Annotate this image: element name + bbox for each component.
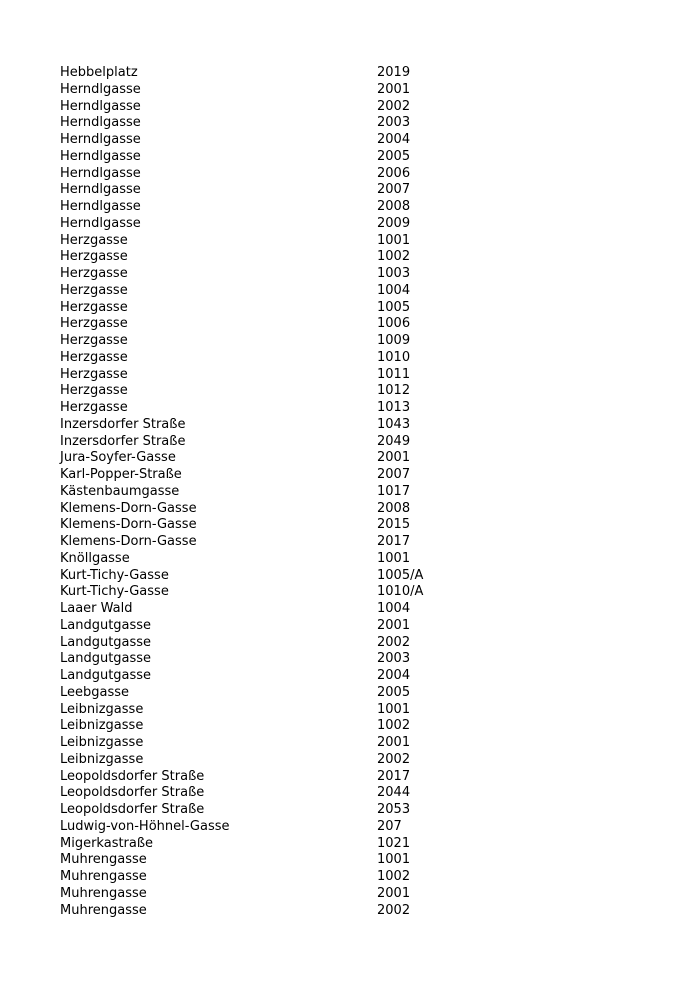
- list-item: [60, 233, 660, 250]
- list-item: [60, 300, 660, 317]
- house-number: 2001: [377, 450, 411, 466]
- list-item: [60, 283, 660, 300]
- house-number: 2005: [377, 148, 411, 164]
- street-name: Leopoldsdorfer Straße: [60, 768, 205, 784]
- list-item: [60, 400, 660, 417]
- list-item: [60, 115, 660, 132]
- house-number: 1001: [377, 550, 411, 566]
- street-name: Herzgasse: [60, 299, 128, 315]
- house-number: 1001: [377, 701, 411, 717]
- list-item: [60, 501, 660, 518]
- list-item: [60, 651, 660, 668]
- house-number: 1002: [377, 249, 411, 265]
- street-name: Inzersdorfer Straße: [60, 416, 186, 432]
- house-number: 2001: [377, 81, 411, 97]
- house-number: 2002: [377, 902, 411, 918]
- house-number: 2049: [377, 433, 411, 449]
- address-list: [60, 65, 660, 919]
- house-number: 1021: [377, 835, 411, 851]
- street-name: Herzgasse: [60, 249, 128, 265]
- house-number: 1005: [377, 299, 411, 315]
- list-item: [60, 99, 660, 116]
- street-name: Ludwig-von-Höhnel-Gasse: [60, 818, 230, 834]
- house-number: 1002: [377, 718, 411, 734]
- street-name: Muhrengasse: [60, 869, 147, 884]
- house-number: 1006: [377, 316, 411, 332]
- list-item: [60, 584, 660, 601]
- street-name: Herzgasse: [60, 266, 128, 281]
- house-number: 2019: [377, 65, 411, 80]
- house-number: 2005: [377, 684, 411, 700]
- street-name: Herndlgasse: [60, 215, 141, 231]
- street-name: Leibnizgasse: [60, 735, 144, 750]
- street-name: Knöllgasse: [60, 550, 130, 566]
- list-item: [60, 383, 660, 400]
- house-number: 1010: [377, 349, 411, 365]
- list-item: [60, 819, 660, 836]
- house-number: 2008: [377, 199, 411, 214]
- house-number: 1009: [377, 333, 411, 348]
- house-number: 2003: [377, 651, 411, 667]
- list-item: [60, 735, 660, 752]
- list-item: [60, 836, 660, 853]
- street-name: Landgutgasse: [60, 634, 152, 650]
- list-item: [60, 216, 660, 233]
- street-name: Herndlgasse: [60, 132, 141, 147]
- house-number: 2009: [377, 215, 411, 231]
- house-number: 1043: [377, 416, 411, 432]
- house-number: 2002: [377, 634, 411, 650]
- street-name: Karl-Popper-Straße: [60, 467, 182, 482]
- list-item: [60, 534, 660, 551]
- list-item: [60, 417, 660, 434]
- street-name: Herzgasse: [60, 383, 128, 399]
- street-name: Inzersdorfer Straße: [60, 433, 186, 449]
- house-number: 2017: [377, 768, 411, 784]
- house-number: 2044: [377, 785, 411, 801]
- list-item: [60, 132, 660, 149]
- list-item: [60, 434, 660, 451]
- list-item: [60, 182, 660, 199]
- house-number: 2002: [377, 98, 411, 114]
- list-item: [60, 702, 660, 719]
- house-number: 2017: [377, 534, 411, 549]
- list-item: [60, 65, 660, 82]
- list-item: [60, 685, 660, 702]
- street-name: Landgutgasse: [60, 668, 152, 683]
- street-name: Landgutgasse: [60, 651, 152, 667]
- house-number: 2002: [377, 751, 411, 767]
- list-item: [60, 551, 660, 568]
- list-item: [60, 869, 660, 886]
- street-name: Muhrengasse: [60, 902, 147, 918]
- street-name: Migerkastraße: [60, 835, 154, 851]
- list-item: [60, 785, 660, 802]
- list-item: [60, 568, 660, 585]
- house-number: 1004: [377, 282, 411, 298]
- house-number: 2007: [377, 182, 411, 198]
- list-item: [60, 367, 660, 384]
- street-name: Herndlgasse: [60, 98, 141, 114]
- list-item: [60, 802, 660, 819]
- street-name: Klemens-Dorn-Gasse: [60, 534, 197, 549]
- street-name: Leopoldsdorfer Straße: [60, 785, 205, 801]
- street-name: Jura-Soyfer-Gasse: [60, 450, 176, 466]
- list-item: [60, 266, 660, 283]
- house-number: 2008: [377, 500, 411, 516]
- street-name: Kurt-Tichy-Gasse: [60, 584, 169, 600]
- street-name: Leopoldsdorfer Straße: [60, 802, 205, 817]
- list-item: [60, 350, 660, 367]
- list-item: [60, 718, 660, 735]
- list-item: [60, 852, 660, 869]
- street-name: Herzgasse: [60, 333, 128, 348]
- street-name: Herndlgasse: [60, 148, 141, 164]
- house-number: 2003: [377, 115, 411, 131]
- list-item: [60, 752, 660, 769]
- house-number: 2015: [377, 517, 411, 533]
- street-name: Herzgasse: [60, 349, 128, 365]
- house-number: 2001: [377, 617, 411, 633]
- list-item: [60, 166, 660, 183]
- street-name: Herzgasse: [60, 400, 128, 415]
- house-number: 2001: [377, 885, 411, 901]
- street-name: Laaer Wald: [60, 601, 133, 616]
- list-item: [60, 886, 660, 903]
- house-number: 1013: [377, 400, 411, 415]
- street-name: Herzgasse: [60, 316, 128, 332]
- list-item: [60, 467, 660, 484]
- street-name: Herndlgasse: [60, 182, 141, 198]
- list-item: [60, 668, 660, 685]
- street-name: Herndlgasse: [60, 199, 141, 214]
- house-number: 2053: [377, 802, 411, 817]
- house-number: 1017: [377, 483, 411, 499]
- street-name: Landgutgasse: [60, 617, 152, 633]
- house-number: 2004: [377, 668, 411, 683]
- house-number: 1010/A: [377, 584, 424, 600]
- street-name: Herndlgasse: [60, 115, 141, 131]
- list-item: [60, 769, 660, 786]
- list-item: [60, 601, 660, 618]
- street-name: Leibnizgasse: [60, 718, 144, 734]
- list-item: [60, 484, 660, 501]
- list-item: [60, 618, 660, 635]
- house-number: 1012: [377, 383, 411, 399]
- house-number: 207: [377, 818, 402, 834]
- list-item: [60, 82, 660, 99]
- street-name: Muhrengasse: [60, 885, 147, 901]
- list-item: [60, 316, 660, 333]
- street-name: Kurt-Tichy-Gasse: [60, 567, 169, 583]
- street-name: Herzgasse: [60, 232, 128, 248]
- street-name: Leibnizgasse: [60, 701, 144, 717]
- list-item: [60, 635, 660, 652]
- street-name: Herzgasse: [60, 366, 128, 382]
- list-item: [60, 249, 660, 266]
- house-number: 1005/A: [377, 567, 424, 583]
- house-number: 1001: [377, 232, 411, 248]
- house-number: 2001: [377, 735, 411, 750]
- house-number: 1011: [377, 366, 411, 382]
- street-name: Herndlgasse: [60, 81, 141, 97]
- house-number: 2004: [377, 132, 411, 147]
- street-name: Muhrengasse: [60, 852, 147, 868]
- street-name: Herzgasse: [60, 282, 128, 298]
- list-item: [60, 517, 660, 534]
- house-number: 1002: [377, 869, 411, 884]
- house-number: 2006: [377, 165, 411, 181]
- street-name: Kästenbaumgasse: [60, 483, 180, 499]
- street-name: Herndlgasse: [60, 165, 141, 181]
- street-name: Klemens-Dorn-Gasse: [60, 500, 197, 516]
- street-name: Hebbelplatz: [60, 65, 138, 80]
- street-name: Leibnizgasse: [60, 751, 144, 767]
- list-item: [60, 903, 660, 920]
- house-number: 1003: [377, 266, 411, 281]
- list-item: [60, 199, 660, 216]
- house-number: 1001: [377, 852, 411, 868]
- street-name: Klemens-Dorn-Gasse: [60, 517, 197, 533]
- house-number: 1004: [377, 601, 411, 616]
- list-item: [60, 149, 660, 166]
- list-item: [60, 333, 660, 350]
- house-number: 2007: [377, 467, 411, 482]
- street-name: Leebgasse: [60, 684, 130, 700]
- list-item: [60, 450, 660, 467]
